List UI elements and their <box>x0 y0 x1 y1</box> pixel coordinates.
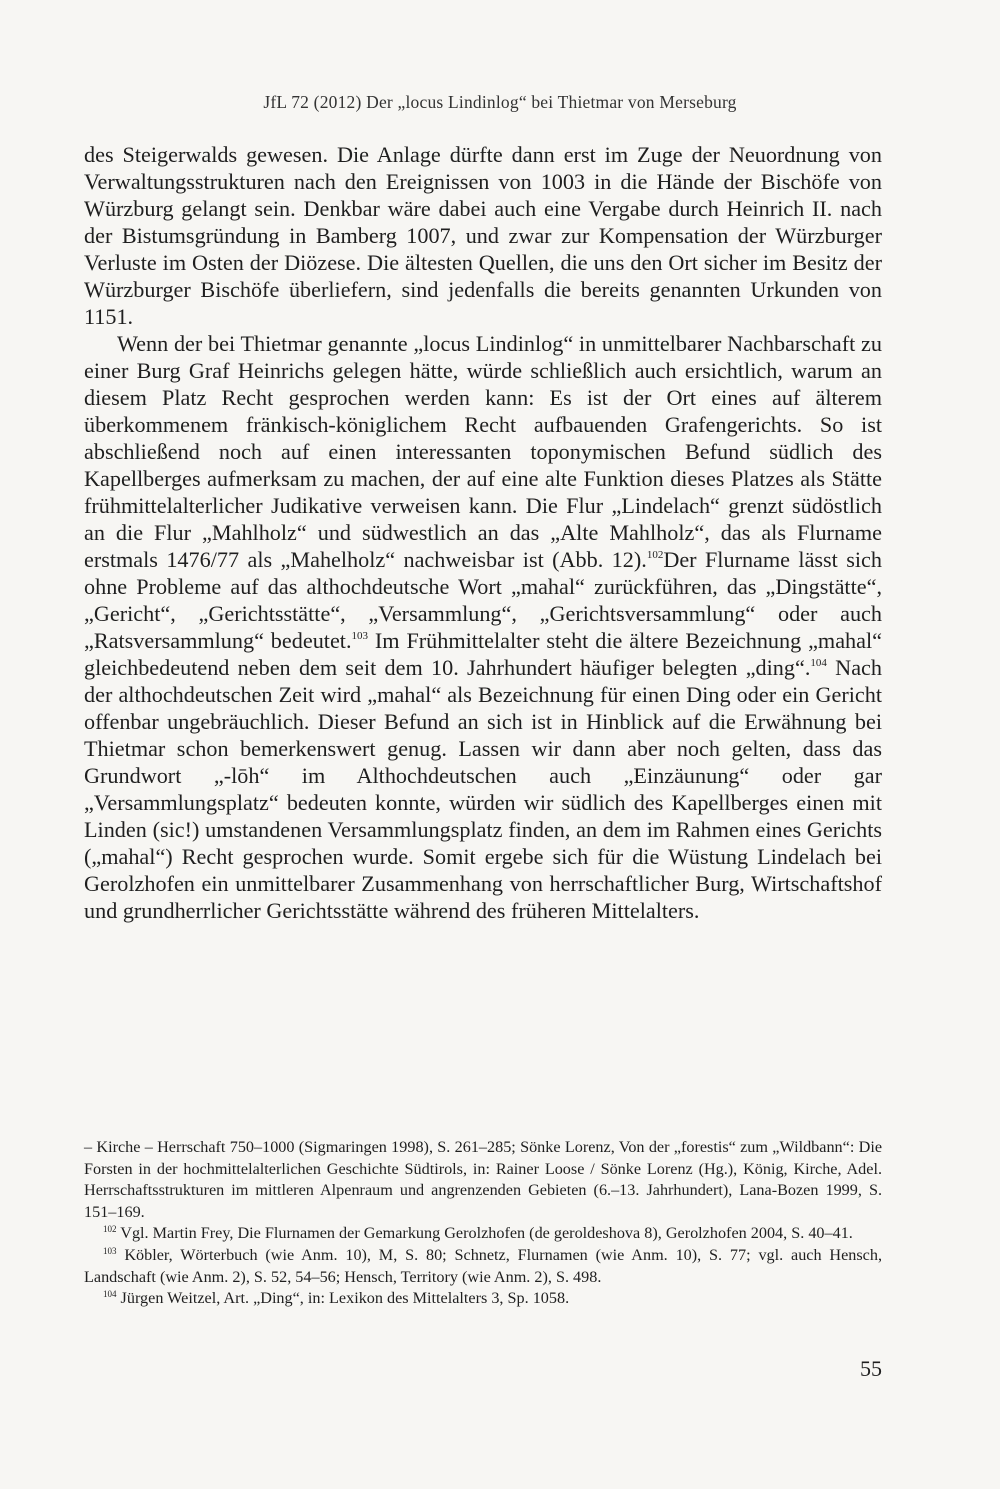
paragraph <box>84 330 882 924</box>
running-head: JfL 72 (2012) Der „locus Lindinlog“ bei Thietmar von Merseburg <box>263 92 737 112</box>
text-segment: Wenn der bei Thietmar genannte „locus Lindinlog“ in unmittelbarer Nachbarschaft zu einer Burg Graf Heinrichs gelegen hätte, würde schließlich auch ersichtlich, warum an diesem Platz Recht gesprochen werden kann: Es ist der Ort eines auf älterem überkommenem fränkisch-königlichem Recht aufbauenden Grafengerichts. So ist abschließend noch auf einen interessanten toponymischen Befund südlich des Kapellberges aufmerksam zu machen, der auf eine alte Funktion dieses Platzes als Stätte frühmittelalterlicher Judikative verweisen kann. Die Flur „Lindelach“ grenzt südöstlich an die Flur „Mahlholz“ und südwestlich an das „Alte Mahlholz“, das als Flurname erstmals 1476/77 als „Mahelholz“ nachweisbar ist (Abb. 12). <box>84 331 882 572</box>
footnote-text: Jürgen Weitzel, Art. „Ding“, in: Lexikon des Mittelalters 3, Sp. 1058. <box>120 1289 570 1308</box>
footnote-text: Vgl. Martin Frey, Die Flurnamen der Gemarkung Gerolzhofen (de geroldeshova 8), Gerolzhofen 2004, S. 40–41. <box>120 1224 853 1243</box>
footnote-number: 104 <box>103 1289 117 1300</box>
footnote-number: 102 <box>103 1224 117 1235</box>
paragraph: des Steigerwalds gewesen. Die Anlage dürfte dann erst im Zuge der Neuordnung von Verwaltungsstrukturen nach den Ereignissen von 1003 in die Hände der Bischöfe von Würzburg gelangt sein. Denkbar wäre dabei auch eine Vergabe durch Heinrich II. nach der Bistumsgründung in Bamberg 1007, und zwar zur Kompensation der Würzburger Verluste im Osten der Diözese. Die ältesten Quellen, die uns den Ort sicher im Besitz der Würzburger Bischöfe überliefern, sind jedenfalls die bereits genannten Urkunden von 1151. <box>84 142 882 329</box>
footnote-reference[interactable]: 104 <box>810 657 827 669</box>
text-segment: Im Frühmittelalter steht die ältere Bezeichnung „mahal“ gleichbedeutend neben dem seit dem 10. Jahrhundert häufiger belegten „ding“. <box>84 628 882 680</box>
footnote-number: 103 <box>103 1245 117 1256</box>
page-number: 55 <box>860 1356 882 1381</box>
footnote-102 <box>84 1223 882 1245</box>
footnote-continued: – Kirche – Herrschaft 750–1000 (Sigmaringen 1998), S. 261–285; Sönke Lorenz, Von der „forestis“ zum „Wildbann“: Die Forsten in der hochmittelalterlichen Geschichte Südtirols, in: Rainer Loose / Sönke Lorenz (Hg.), König, Kirche, Adel. Herrschaftsstrukturen im mittleren Alpenraum und angrenzenden Gebieten (6.–13. Jahrhundert), Lana-Bozen 1999, S. 151–169. <box>84 1138 882 1221</box>
text-segment: Der Flurname lässt sich ohne Probleme auf das althochdeutsche Wort „mahal“ zurückführen, das „Dingstätte“, „Gericht“, „Gerichtsstätte“, „Versammlung“, „Gerichtsversammlung“ oder auch „Ratsversammlung“ bedeutet. <box>84 547 882 653</box>
footnote-text: Köbler, Wörterbuch (wie Anm. 10), M, S. 80; Schnetz, Flurnamen (wie Anm. 10), S. 77; vgl. auch Hensch, Landschaft (wie Anm. 2), S. 52, 54–56; Hensch, Territory (wie Anm. 2), S. 498. <box>84 1245 883 1286</box>
footnote-reference[interactable]: 103 <box>351 630 369 642</box>
footnotes <box>84 1137 882 1310</box>
footnote-104 <box>84 1288 882 1310</box>
footnote-103 <box>84 1245 882 1288</box>
text-segment: Nach der althochdeutschen Zeit wird „mahal“ als Bezeichnung für einen Ding oder ein Gericht offenbar ungebräuchlich. Dieser Befund an sich ist in Hinblick auf die Erwähnung bei Thietmar schon bemerkenswert genug. Lassen wir dann aber noch gelten, dass das Grundwort „-lōh“ im Althochdeutschen auch „Einzäunung“ oder gar „Versammlungsplatz“ bedeuten konnte, würden wir südlich des Kapellberges einen mit Linden (sic!) umstandenen Versammlungsplatz finden, an dem im Rahmen eines Gerichts („mahal“) Recht gesprochen wurde. Somit ergebe sich für die Wüstung Lindelach bei Gerolzhofen ein unmittelbarer Zusammenhang von herrschaftlicher Burg, Wirtschaftshof und grundherrlicher Gerichtsstätte während des früheren Mittelalters. <box>84 655 882 923</box>
body-text <box>84 141 882 924</box>
footnote-reference[interactable]: 102 <box>646 549 664 561</box>
